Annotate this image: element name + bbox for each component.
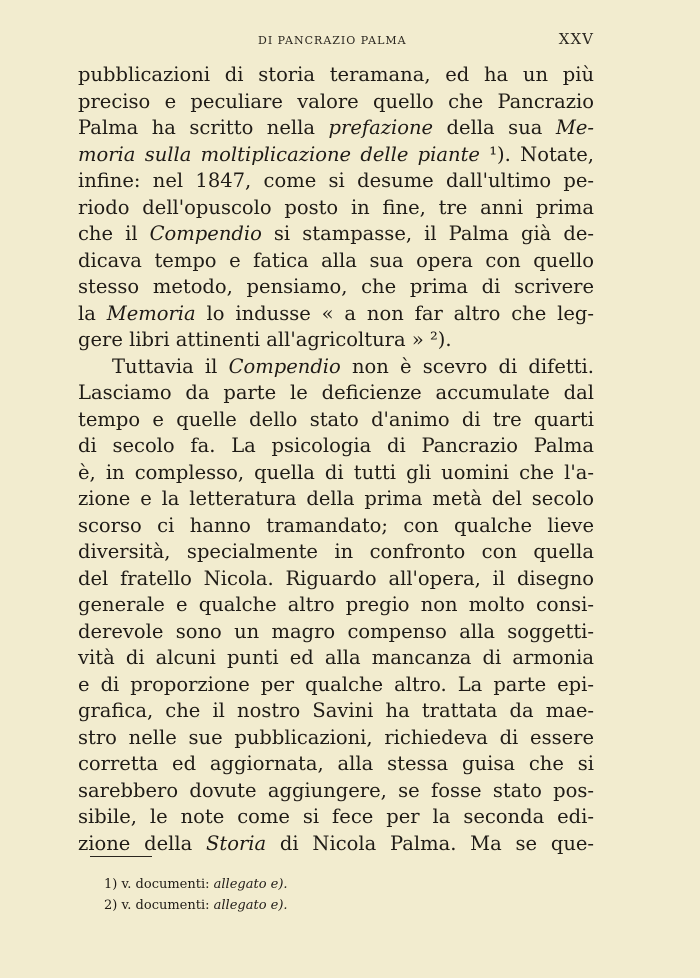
text-line	[78, 115, 594, 142]
footnote-divider	[90, 856, 152, 857]
text-line	[78, 407, 594, 434]
text-run: di Nicola Palma. Ma se que-	[266, 831, 595, 855]
text-run: gere libri attinenti all'agricoltura » ²).	[78, 328, 452, 351]
text-run: riodo dell'opuscolo posto in fine, tre anni prima	[78, 195, 594, 219]
text-line	[78, 751, 594, 778]
italic-text: Compendio	[149, 222, 262, 245]
text-run: generale e qualche altro pregio non molto consi-	[78, 593, 594, 616]
text-line	[78, 327, 594, 354]
text-line	[78, 539, 594, 566]
text-line	[78, 274, 594, 301]
text-line	[78, 221, 594, 248]
text-run: che il	[78, 222, 150, 245]
body-text	[78, 62, 594, 857]
text-line	[78, 566, 594, 593]
text-run: si stampasse, il Palma già de-	[261, 222, 594, 245]
text-run: Lasciamo da parte le deficienze accumulate dal	[78, 381, 594, 404]
footnote	[104, 895, 288, 916]
text-line	[78, 168, 594, 195]
text-run: sibile, le note come si fece per la seconda edi-	[78, 805, 594, 828]
text-run: ¹). Notate,	[479, 142, 594, 166]
text-run: vità di alcuni punti ed alla mancanza di armonia	[78, 646, 594, 669]
text-run: non è scevro di difetti.	[340, 354, 594, 378]
text-line	[78, 831, 594, 858]
text-run: tempo e quelle dello stato d'animo di tre quarti	[78, 407, 594, 431]
italic-text: moria sulla moltiplicazione delle piante	[78, 142, 480, 166]
text-line	[78, 672, 594, 699]
text-line	[78, 778, 594, 805]
italic-text: Memoria	[106, 301, 196, 325]
text-run: di secolo fa. La psicologia di Pancrazio Palma	[78, 434, 594, 457]
text-run: 2) v. documenti:	[104, 898, 214, 913]
text-line	[78, 354, 594, 381]
text-line	[78, 301, 594, 328]
text-run: stro nelle sue pubblicazioni, richiedeva di essere	[78, 725, 594, 749]
text-line	[78, 248, 594, 275]
text-run: e di proporzione per qualche altro. La parte epi-	[78, 672, 594, 696]
text-line	[78, 513, 594, 540]
text-run: del fratello Nicola. Riguardo all'opera, il disegno	[78, 566, 594, 590]
text-run: 1) v. documenti:	[104, 877, 214, 892]
footnotes	[104, 874, 288, 916]
text-run: preciso e peculiare valore quello che Pancrazio	[78, 89, 594, 113]
text-line	[78, 804, 594, 831]
text-line	[78, 619, 594, 646]
text-run: corretta ed aggiornata, alla stessa guisa che si	[78, 752, 594, 775]
text-run: lo indusse « a non far altro che leg-	[195, 301, 594, 325]
text-run: dicava tempo e fatica alla sua opera con quello	[78, 248, 594, 272]
text-run: sarebbero dovute aggiungere, se fosse stato pos-	[78, 778, 594, 802]
text-run: è, in complesso, quella di tutti gli uomini che l'a-	[78, 460, 594, 484]
text-line	[78, 592, 594, 619]
italic-text: Compendio	[228, 354, 341, 378]
text-run: zione e la letteratura della prima metà del secolo	[78, 487, 594, 510]
text-line	[78, 486, 594, 513]
text-run: stesso metodo, pensiamo, che prima di scrivere	[78, 275, 594, 298]
text-line	[78, 195, 594, 222]
text-run: infine: nel 1847, come si desume dall'ultimo pe-	[78, 169, 594, 192]
footnote	[104, 874, 288, 895]
text-run: derevole sono un magro compenso alla soggetti-	[78, 619, 594, 643]
text-run: grafica, che il nostro Savini ha trattata da mae-	[78, 699, 594, 722]
italic-text: allegato e).	[213, 898, 288, 913]
text-run: Palma ha scritto nella	[78, 116, 329, 139]
text-run: zione della	[78, 831, 207, 855]
text-line	[78, 142, 594, 169]
italic-text: prefazione	[328, 116, 434, 139]
text-line	[78, 725, 594, 752]
text-run: Tuttavia il	[112, 354, 229, 378]
text-line	[78, 433, 594, 460]
text-line	[78, 698, 594, 725]
text-line	[78, 380, 594, 407]
italic-text: allegato e).	[213, 877, 288, 892]
text-run: la	[78, 301, 107, 325]
text-line	[78, 89, 594, 116]
text-line	[78, 645, 594, 672]
running-head: DI PANCRAZIO PALMA	[258, 34, 407, 47]
page-number: XXV	[558, 30, 594, 48]
text-run: pubblicazioni di storia teramana, ed ha un più	[78, 63, 594, 86]
text-run: della sua	[433, 116, 556, 139]
text-line	[78, 460, 594, 487]
text-line	[78, 62, 594, 89]
text-run: scorso ci hanno tramandato; con qualche lieve	[78, 513, 594, 537]
italic-text: Storia	[206, 831, 267, 855]
italic-text: Me-	[555, 116, 594, 139]
text-run: diversità, specialmente in confronto con quella	[78, 540, 594, 563]
